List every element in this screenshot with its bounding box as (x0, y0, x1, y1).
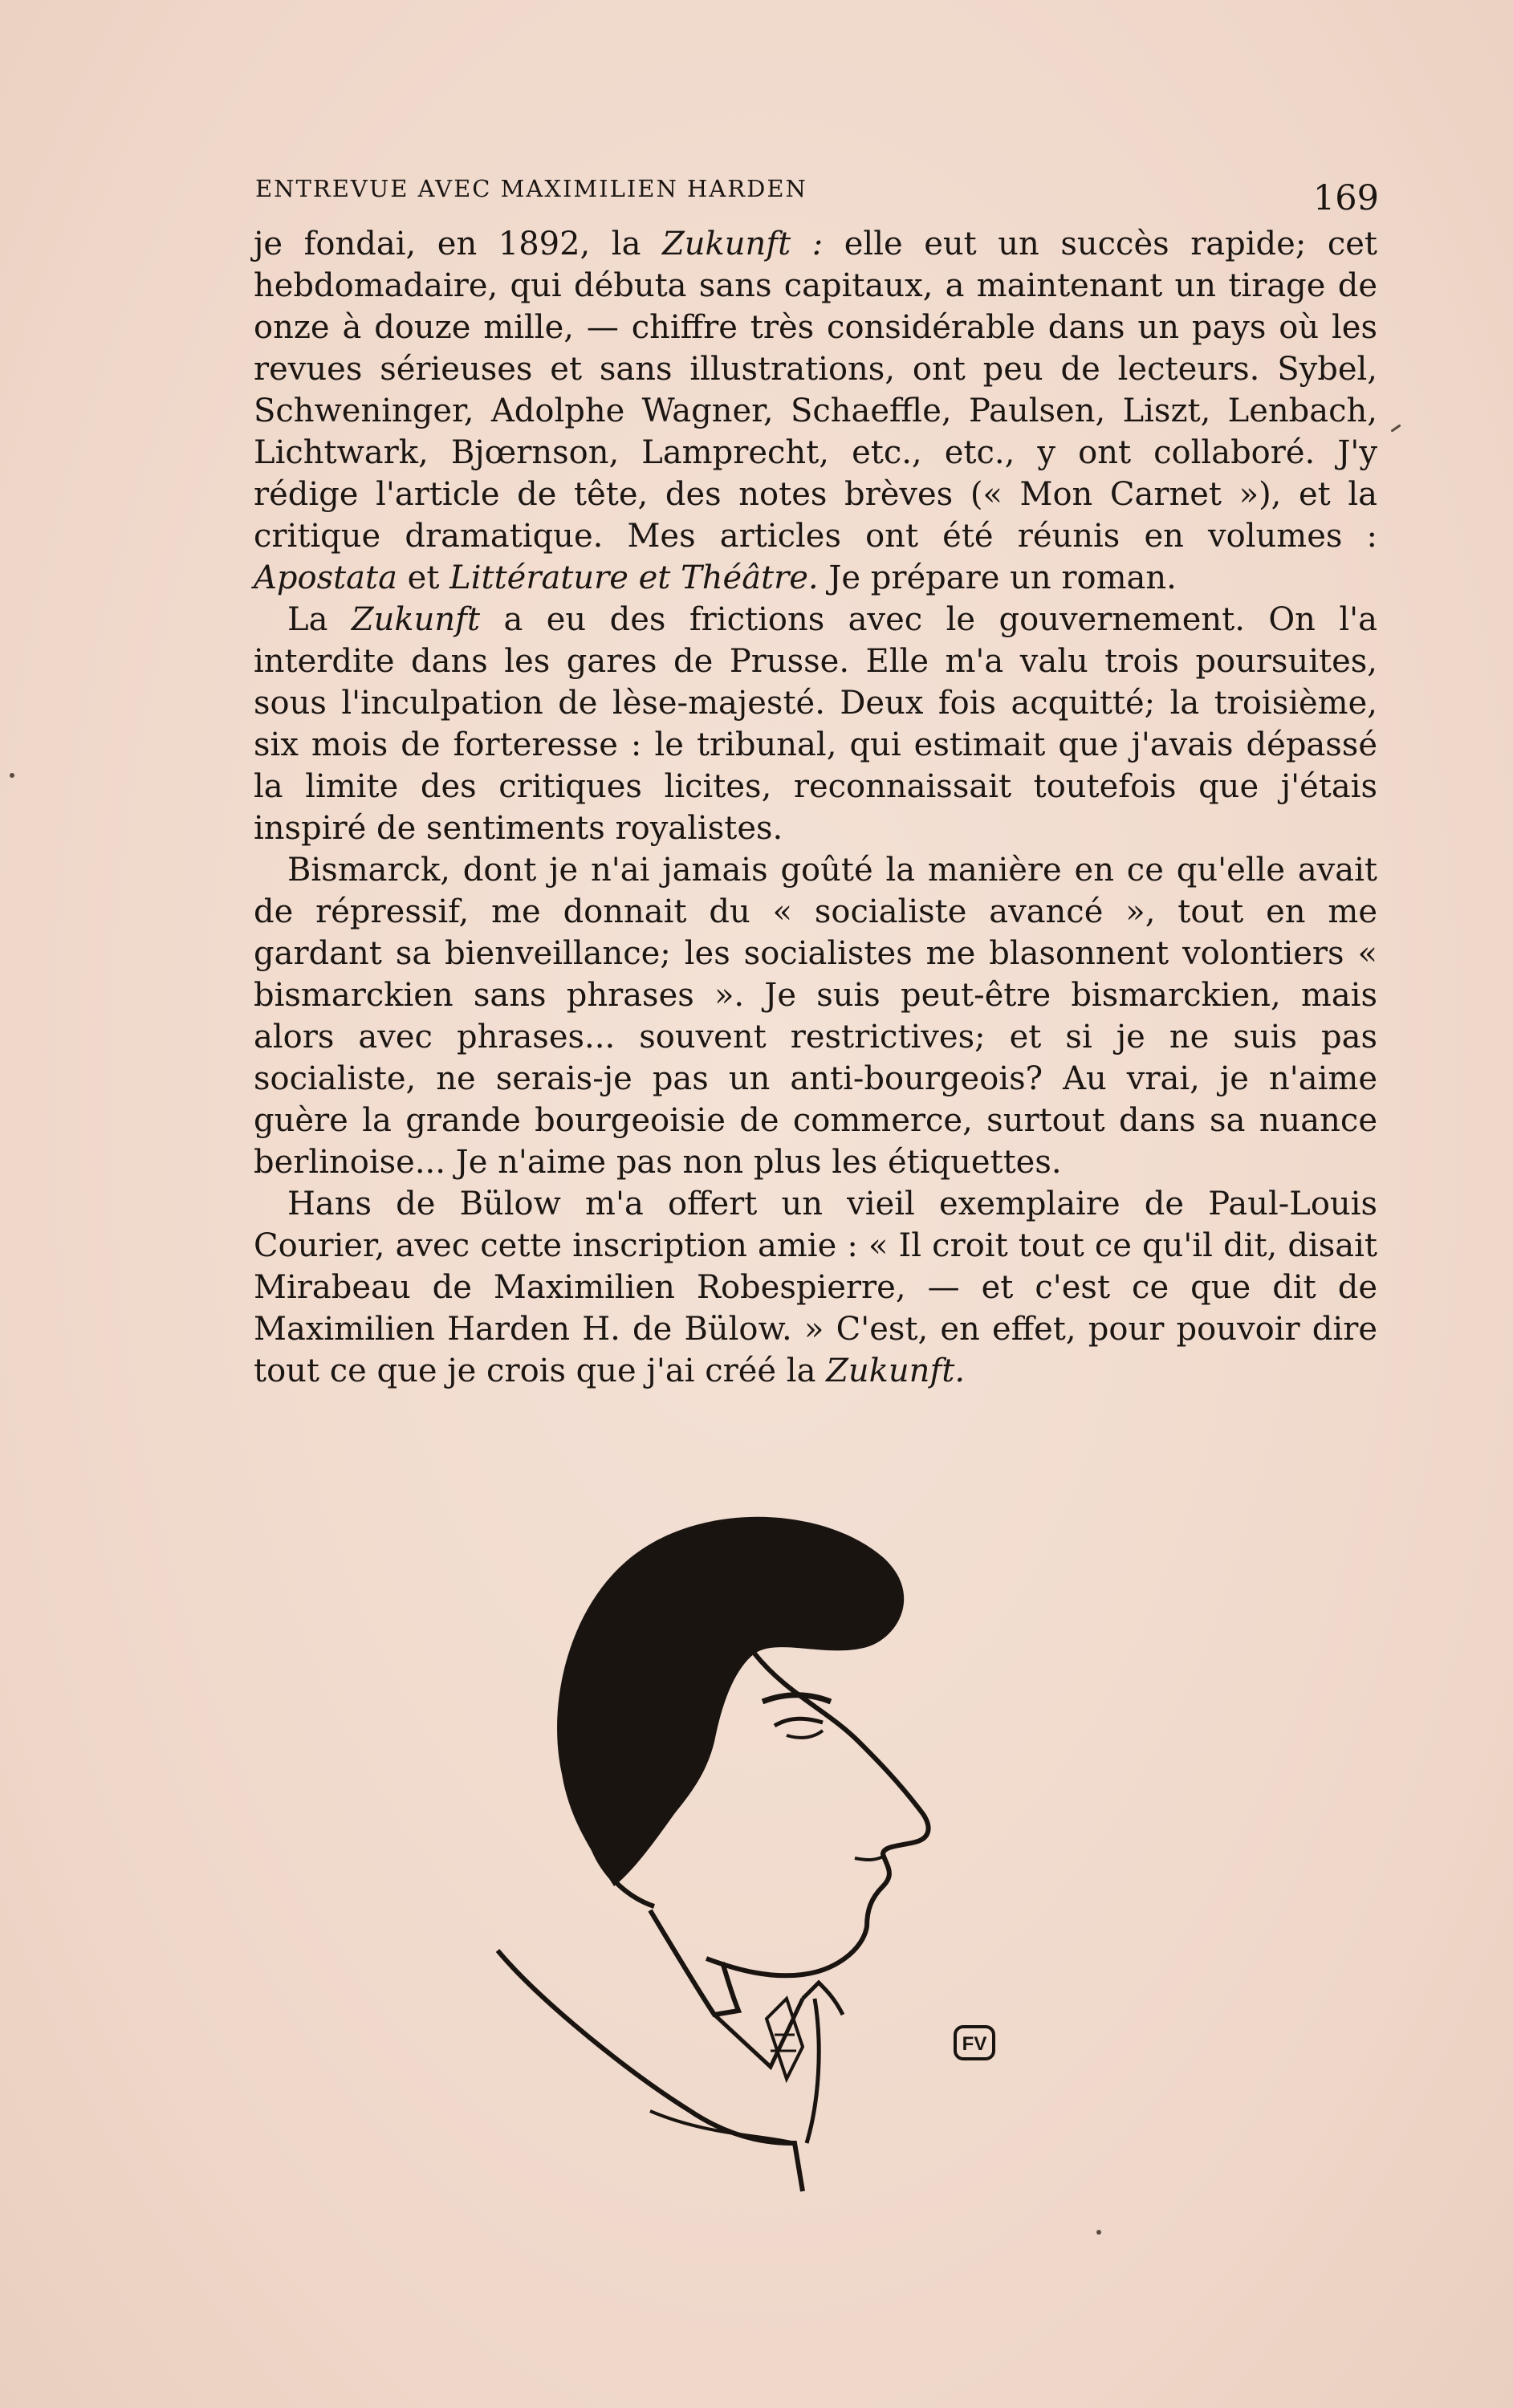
portrait-hair (557, 1517, 904, 1886)
paragraph-2: La Zukunft a eu des frictions avec le gouvernement. On l'a interdite dans les gares de Prusse. Elle m'a valu trois poursuites, sous l'inculpation de lèse-majesté. Deux fois acquitté; la troisième, six mois de forteresse : le tribunal, qui estimait que j'avais dépassé la limite des critiques licites, reconnaissait toutefois que j'étais inspiré de sentiments royalistes. (254, 601, 1377, 847)
portrait-illustration (449, 1437, 1060, 2199)
svg-text:FV: FV (962, 2033, 987, 2055)
portrait-face (706, 1653, 929, 1975)
running-title: ENTREVUE AVEC MAXIMILIEN HARDEN (255, 175, 807, 202)
paper-speck (10, 773, 14, 778)
paper-speck (1390, 424, 1401, 432)
journal-title: Zukunft. (826, 1352, 966, 1389)
paragraph-4: Hans de Bülow m'a offert un vieil exemplaire de Paul-Louis Courier, avec cette inscription amie : « Il croit tout ce qu'il dit, disait Mirabeau de Maximilien Robespierre, — et c'est ce que dit de Maximilien Harden H. de Bülow. » C'est, en effet, pour pouvoir dire tout ce que je crois que j'ai créé la Zukunft. (254, 1186, 1377, 1389)
journal-title: Zukunft (351, 601, 481, 638)
book-title: Littérature et Théâtre. (449, 559, 819, 596)
book-title: Apostata (254, 559, 397, 596)
paragraph-1: je fondai, en 1892, la Zukunft : elle eut un succès rapide; cet hebdomadaire, qui débuta sans capitaux, a maintenant un tirage de onze à douze mille, — chiffre très considérable dans un pays où les revues sérieuses et sans illustrations, ont peu de lecteurs. Sybel, Schweninger, Adolphe Wagner, Schaeffle, Paulsen, Liszt, Lenbach, Lichtwark, Bjœrnson, Lamprecht, etc., etc., y ont collaboré. J'y rédige l'article de tête, des notes brèves (« Mon Carnet »), et la critique dramatique. Mes articles ont été réunis en volumes : Apostata et Littérature et Théâtre. Je prépare un roman. (254, 226, 1378, 596)
body-text (254, 223, 1377, 1392)
artist-monogram (955, 2027, 994, 2059)
portrait-coat (498, 1950, 803, 2191)
running-head (255, 170, 1379, 218)
page-number: 169 (1312, 178, 1379, 218)
journal-title: Zukunft : (662, 226, 824, 262)
paragraph-3: Bismarck, dont je n'ai jamais goûté la manière en ce qu'elle avait de répressif, me donnait du « socialiste avancé », tout en me gardant sa bienveillance; les socialistes me blasonnent volontiers « bismarckien sans phrases ». Je suis peut-être bismarckien, mais alors avec phrases... souvent restrictives; et si je ne suis pas socialiste, ne serais-je pas un anti-bourgeois? Au vrai, je n'aime guère la grande bourgeoisie de commerce, surtout dans sa nuance berlinoise... Je n'aime pas non plus les étiquettes. (254, 852, 1377, 1181)
paper-speck (1096, 2230, 1101, 2235)
